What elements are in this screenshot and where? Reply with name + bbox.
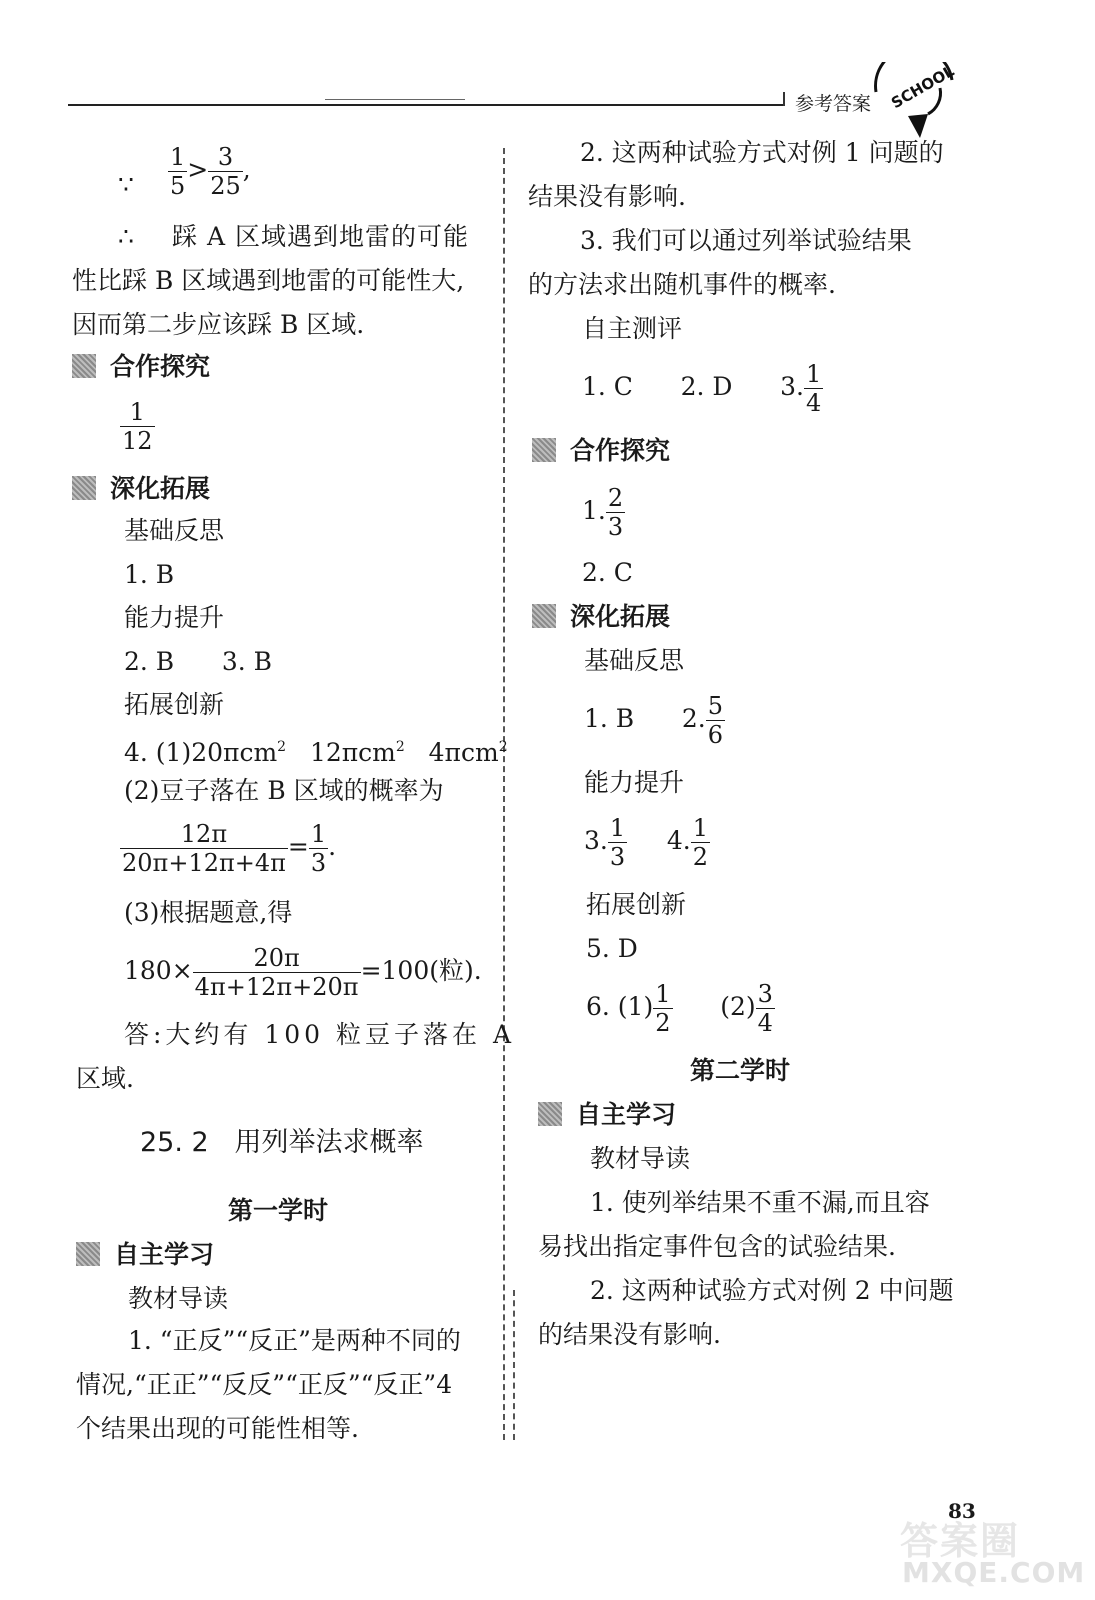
section-heading: 深化拓展 [532, 602, 670, 632]
q4-part3-text: (3)根据题意,得 [124, 898, 293, 927]
section-square-icon [532, 438, 556, 462]
paragraph-line: 3. 我们可以通过列举试验结果 [580, 226, 912, 255]
section-heading: 合作探究 [72, 352, 210, 382]
hezuo-answer [120, 398, 155, 455]
lesson-title: 第二学时 [690, 1056, 791, 1085]
jichu-answers: 1. B 2. $\frac{5}{6}$ [584, 692, 723, 749]
fraction: $\frac{12\pi}{20\pi+12\pi+4\pi}$ [122, 820, 286, 877]
paragraph-line: 2. 这两种试验方式对例 1 问题的 [580, 138, 944, 167]
subheading: 基础反思 [584, 646, 685, 675]
section-heading: 自主学习 [538, 1100, 676, 1130]
header-rule [68, 104, 783, 106]
tuozhan-answers: 6. (1) $\frac{1}{2}$ (2) $\frac{3}{4}$ [586, 980, 773, 1037]
fraction: $\frac{1}{2}$ [655, 980, 671, 1037]
column-divider [503, 148, 505, 1440]
paragraph-line: 结果没有影响. [528, 182, 686, 211]
nengli-answers: 3. $\frac{1}{3}$ 4. $\frac{1}{2}$ [584, 814, 709, 871]
school-logo-text: SCHOOL [888, 61, 958, 113]
conclusion-line-1: 踩 A 区域遇到地雷的可能 [172, 222, 469, 251]
fraction: $\frac{1}{3}$ [310, 820, 327, 877]
subheading: 能力提升 [584, 768, 685, 797]
section-square-icon [532, 604, 556, 628]
page-number: 83 [948, 1499, 976, 1523]
fraction: $\frac{1}{2}$ [692, 814, 709, 871]
fraction: $\frac{1}{5}$ [170, 143, 186, 200]
fraction: $\frac{2}{3}$ [607, 484, 624, 541]
paragraph-line: 的结果没有影响. [538, 1320, 721, 1349]
fraction: $\frac{1}{4}$ [806, 360, 822, 417]
subheading: 教材导读 [128, 1284, 229, 1313]
lesson-title: 第一学时 [228, 1196, 329, 1225]
ceping-answers: 1. C 2. D 3. $\frac{1}{4}$ [582, 360, 822, 417]
subheading: 教材导读 [590, 1144, 691, 1173]
fraction: $\frac{3}{4}$ [757, 980, 773, 1037]
answer-line-2: 区域. [76, 1064, 134, 1093]
q4-part2-formula: $\frac{12\pi}{20\pi+12\pi+4\pi}$ = $\frac{1}{3}$ . [122, 820, 337, 877]
paragraph-line: 2. 这两种试验方式对例 2 中问题 [590, 1276, 954, 1305]
paragraph-line: 的方法求出随机事件的概率. [528, 270, 836, 299]
paragraph-line: 易找出指定事件包含的试验结果. [538, 1232, 896, 1261]
answer-line-1: 答:大约有 100 粒豆子落在 A [124, 1020, 516, 1049]
paragraph-line: 情况,“正正”“反反”“正反”“反正”4 [76, 1370, 453, 1399]
hezuo-answer-1: 1. $\frac{2}{3}$ [582, 484, 624, 541]
watermark-logo: 答案圈 [900, 1519, 1021, 1563]
answer-line: 1. B [124, 560, 175, 589]
section-square-icon [76, 1242, 100, 1266]
subheading: 拓展创新 [124, 690, 225, 719]
section-heading: 自主学习 [76, 1240, 214, 1270]
paragraph-line: 个结果出现的可能性相等. [76, 1414, 359, 1443]
therefore-symbol: ∴ [118, 222, 134, 251]
answer-line: 2. C [582, 558, 633, 587]
paragraph-line: 1. 使列举结果不重不漏,而且容 [590, 1188, 930, 1217]
fraction: $\frac{1}{12}$ [122, 398, 153, 455]
subheading: 自主测评 [582, 314, 683, 343]
answer-line: 5. D [586, 934, 638, 963]
section-heading: 合作探究 [532, 436, 670, 466]
conclusion-line-2: 性比踩 B 区域遇到地雷的可能性大, [72, 266, 465, 295]
inequality: $\frac{1}{5}$ > $\frac{3}{25}$ , [170, 143, 251, 200]
q4-part1: 4. (1)20πcm$^2$ 12πcm$^2$ 4πcm$^2$ [124, 738, 508, 767]
subheading: 能力提升 [124, 603, 225, 632]
header-tick [783, 92, 785, 106]
fraction: $\frac{1}{3}$ [609, 814, 626, 871]
q4-part2-text: (2)豆子落在 B 区域的概率为 [124, 776, 444, 805]
watermark-url: MXQE.COM [902, 1556, 1086, 1589]
because-symbol: ∵ [118, 170, 134, 199]
chapter-title: 25. 2 用列举法求概率 [140, 1127, 424, 1158]
q4-part3-formula: 180× $\frac{20\pi}{4\pi+12\pi+20\pi}$ =100(粒). [124, 944, 482, 1001]
section-square-icon [538, 1102, 562, 1126]
answer-line: 2. B 3. B [124, 647, 273, 676]
subheading: 拓展创新 [586, 890, 687, 919]
subheading: 基础反思 [124, 516, 225, 545]
conclusion-line-3: 因而第二步应该踩 B 区域. [72, 310, 365, 339]
section-square-icon [72, 354, 96, 378]
fraction: $\frac{5}{6}$ [707, 692, 723, 749]
fraction: $\frac{3}{25}$ [210, 143, 241, 200]
fraction: $\frac{20\pi}{4\pi+12\pi+20\pi}$ [194, 944, 359, 1001]
header-rule-accent [325, 99, 465, 100]
paragraph-line: 1. “正反”“反正”是两种不同的 [128, 1326, 461, 1355]
section-heading: 深化拓展 [72, 474, 210, 504]
section-square-icon [72, 476, 96, 500]
column-divider-lower [513, 1290, 515, 1440]
header-label: 参考答案 [795, 93, 872, 115]
